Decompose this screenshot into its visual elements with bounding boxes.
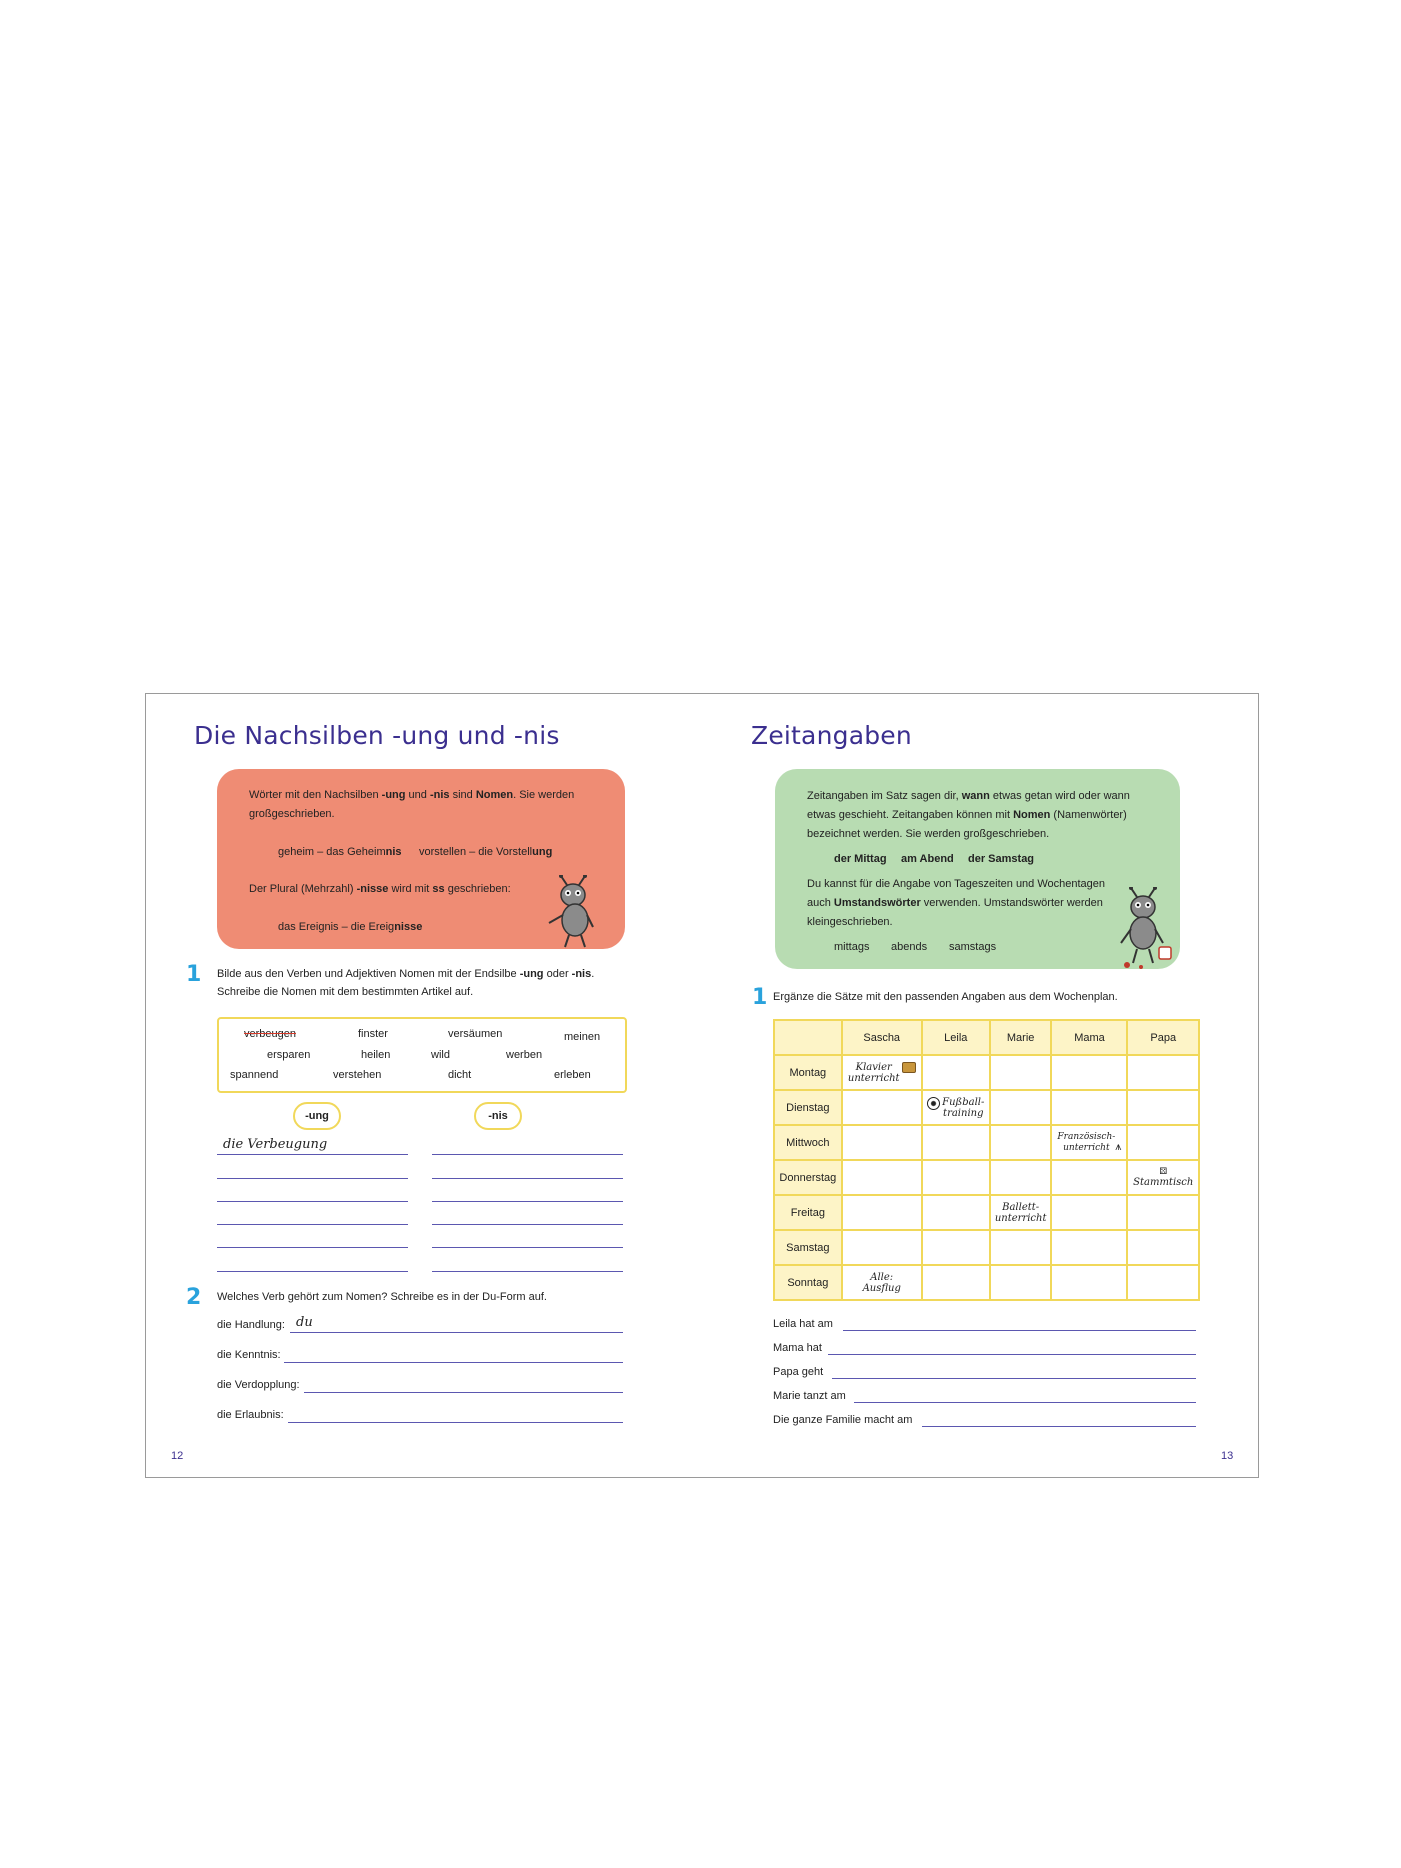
table-cell (990, 1090, 1052, 1125)
rule-text: großgeschrieben. (249, 808, 335, 820)
rule-example: mittags (834, 941, 870, 953)
table-cell (922, 1265, 990, 1300)
write-line[interactable] (217, 1247, 408, 1248)
table-cell (1051, 1265, 1127, 1300)
example-answer: du (296, 1315, 313, 1330)
write-line[interactable] (432, 1247, 623, 1248)
rule-text: Wörter mit den Nachsilben -ung und -nis sind Nomen. Sie werden (249, 789, 575, 801)
task-instruction: Ergänze die Sätze mit den passenden Angaben aus dem Wochenplan. (773, 991, 1118, 1003)
word-item: spannend (230, 1069, 279, 1081)
weekly-plan-table (773, 1019, 1200, 1301)
rule-box (775, 769, 1180, 969)
task-number: 2 (186, 1285, 202, 1310)
fill-label: die Verdopplung: (217, 1379, 300, 1391)
word-item: ersparen (267, 1049, 311, 1061)
schedule-note: Ballett- unterricht (994, 1201, 1047, 1224)
write-line[interactable] (432, 1201, 623, 1202)
dice-icon: ⚄ (1159, 1166, 1168, 1176)
word-item: meinen (564, 1031, 601, 1043)
suffix-pill-ung: -ung (293, 1102, 341, 1130)
fill-label: die Erlaubnis: (217, 1409, 284, 1421)
rule-text: etwas geschieht. Zeitangaben können mit Nomen (Namenwörter) (807, 809, 1127, 821)
schedule-note: Fußball- training (942, 1096, 985, 1119)
table-cell (1127, 1055, 1199, 1090)
write-line[interactable] (217, 1224, 408, 1225)
table-header-corner (774, 1020, 842, 1055)
rule-text: kleingeschrieben. (807, 916, 893, 928)
row-header: Sonntag (774, 1265, 842, 1300)
rule-example: der Samstag (968, 853, 1035, 865)
table-cell (1051, 1090, 1127, 1125)
row-header: Mittwoch (774, 1125, 842, 1160)
schedule-note: Klavier unterricht (847, 1061, 900, 1084)
write-line[interactable] (922, 1426, 1196, 1427)
write-line[interactable] (843, 1330, 1196, 1331)
word-box (217, 1017, 627, 1093)
table-cell (1051, 1230, 1127, 1265)
rule-text: auch Umstandswörter verwenden. Umstandswörter werden (807, 897, 1103, 909)
table-cell (922, 1055, 990, 1090)
table-cell (1127, 1265, 1199, 1300)
row-header: Donnerstag (774, 1160, 842, 1195)
fill-label: die Kenntnis: (217, 1349, 281, 1361)
word-item: verbeugen (244, 1028, 296, 1040)
write-line[interactable] (290, 1332, 623, 1333)
word-item: werben (506, 1049, 543, 1061)
example-answer: die Verbeugung (223, 1137, 328, 1152)
write-line[interactable] (854, 1402, 1196, 1403)
write-line[interactable] (432, 1224, 623, 1225)
rule-example: samstags (949, 941, 997, 953)
rule-example: abends (891, 941, 928, 953)
table-cell (1051, 1195, 1127, 1230)
write-line[interactable] (217, 1271, 408, 1272)
book-spread (145, 693, 1259, 1478)
word-item: finster (358, 1028, 388, 1040)
table-cell (922, 1195, 990, 1230)
table-cell (1051, 1160, 1127, 1195)
table-cell (842, 1160, 922, 1195)
word-item: dicht (448, 1069, 472, 1081)
table-cell (990, 1160, 1052, 1195)
table-cell (842, 1125, 922, 1160)
sentence-start: Papa geht (773, 1366, 824, 1378)
table-cell (1127, 1090, 1199, 1125)
write-line[interactable] (828, 1354, 1196, 1355)
write-line[interactable] (217, 1154, 408, 1155)
task-instruction: Welches Verb gehört zum Nomen? Schreibe es in der Du-Form auf. (217, 1291, 547, 1303)
eiffel-tower-icon: ⩚ (1115, 1140, 1122, 1153)
ant-mascot-icon (1113, 887, 1175, 969)
sentence-start: Mama hat (773, 1342, 822, 1354)
page-title: Zeitangaben (751, 721, 912, 750)
rule-text: Der Plural (Mehrzahl) -nisse wird mit ss geschrieben: (249, 883, 511, 895)
task-number: 1 (752, 985, 768, 1010)
row-header: Montag (774, 1055, 842, 1090)
row-header: Freitag (774, 1195, 842, 1230)
table-cell (842, 1195, 922, 1230)
treasure-chest-icon (902, 1062, 916, 1073)
table-header: Marie (990, 1020, 1052, 1055)
rule-text: Du kannst für die Angabe von Tageszeiten und Wochentagen (807, 878, 1106, 890)
fill-label: die Handlung: (217, 1319, 285, 1331)
table-cell (1127, 1125, 1199, 1160)
table-cell (990, 1195, 1052, 1230)
write-line[interactable] (432, 1271, 623, 1272)
table-cell (1051, 1055, 1127, 1090)
word-item: erleben (554, 1069, 591, 1081)
table-cell (922, 1230, 990, 1265)
task-instruction: Schreibe die Nomen mit dem bestimmten Artikel auf. (217, 986, 474, 998)
schedule-note: Stammtisch (1133, 1177, 1194, 1188)
sentence-start: Marie tanzt am (773, 1390, 846, 1402)
table-cell (922, 1125, 990, 1160)
rule-box (217, 769, 625, 949)
sentence-start: Leila hat am (773, 1318, 833, 1330)
suffix-pill-nis: -nis (474, 1102, 522, 1130)
rule-example: vorstellen – die Vorstellung (419, 846, 553, 858)
rule-example: am Abend (901, 853, 954, 865)
sentence-start: Die ganze Familie macht am (773, 1414, 913, 1426)
rule-example: der Mittag (834, 853, 887, 865)
word-item: heilen (361, 1049, 391, 1061)
table-header: Papa (1127, 1020, 1199, 1055)
table-cell (990, 1125, 1052, 1160)
word-item: wild (431, 1049, 450, 1061)
page-title: Die Nachsilben -ung und -nis (194, 721, 560, 750)
table-header: Sascha (842, 1020, 922, 1055)
row-header: Dienstag (774, 1090, 842, 1125)
table-cell (922, 1090, 990, 1125)
write-line[interactable] (217, 1178, 408, 1179)
page-number: 12 (171, 1450, 184, 1462)
rule-text: Zeitangaben im Satz sagen dir, wann etwas getan wird oder wann (807, 790, 1130, 802)
rule-example: das Ereignis – die Ereignisse (278, 921, 423, 933)
table-cell (842, 1090, 922, 1125)
table-cell (1127, 1230, 1199, 1265)
left-page (146, 694, 703, 1477)
write-line[interactable] (217, 1201, 408, 1202)
word-item: versäumen (448, 1028, 503, 1040)
write-line[interactable] (288, 1422, 623, 1423)
word-item: verstehen (333, 1069, 382, 1081)
write-line[interactable] (304, 1392, 623, 1393)
table-cell (990, 1055, 1052, 1090)
table-cell (922, 1160, 990, 1195)
task-instruction: Bilde aus den Verben und Adjektiven Nomen mit der Endsilbe -ung oder -nis. (217, 968, 595, 980)
table-header: Leila (922, 1020, 990, 1055)
ant-mascot-icon (541, 875, 607, 949)
write-line[interactable] (284, 1362, 623, 1363)
rule-example: geheim – das Geheimnis (278, 846, 402, 858)
row-header: Samstag (774, 1230, 842, 1265)
table-cell (1127, 1195, 1199, 1230)
write-line[interactable] (432, 1154, 623, 1155)
schedule-note: Französisch- unterricht (1057, 1131, 1116, 1153)
soccer-ball-icon (927, 1097, 940, 1110)
write-line[interactable] (832, 1378, 1196, 1379)
task-number: 1 (186, 962, 202, 987)
page-number: 13 (1221, 1450, 1234, 1462)
table-cell (1051, 1125, 1127, 1160)
table-cell (1127, 1160, 1199, 1195)
table-header: Mama (1051, 1020, 1127, 1055)
table-cell (990, 1265, 1052, 1300)
table-cell (990, 1230, 1052, 1265)
schedule-note: Alle: Ausflug (862, 1271, 901, 1294)
table-cell (842, 1055, 922, 1090)
rule-text: bezeichnet werden. Sie werden großgeschrieben. (807, 828, 1050, 840)
table-cell (842, 1265, 922, 1300)
write-line[interactable] (432, 1178, 623, 1179)
table-cell (842, 1230, 922, 1265)
